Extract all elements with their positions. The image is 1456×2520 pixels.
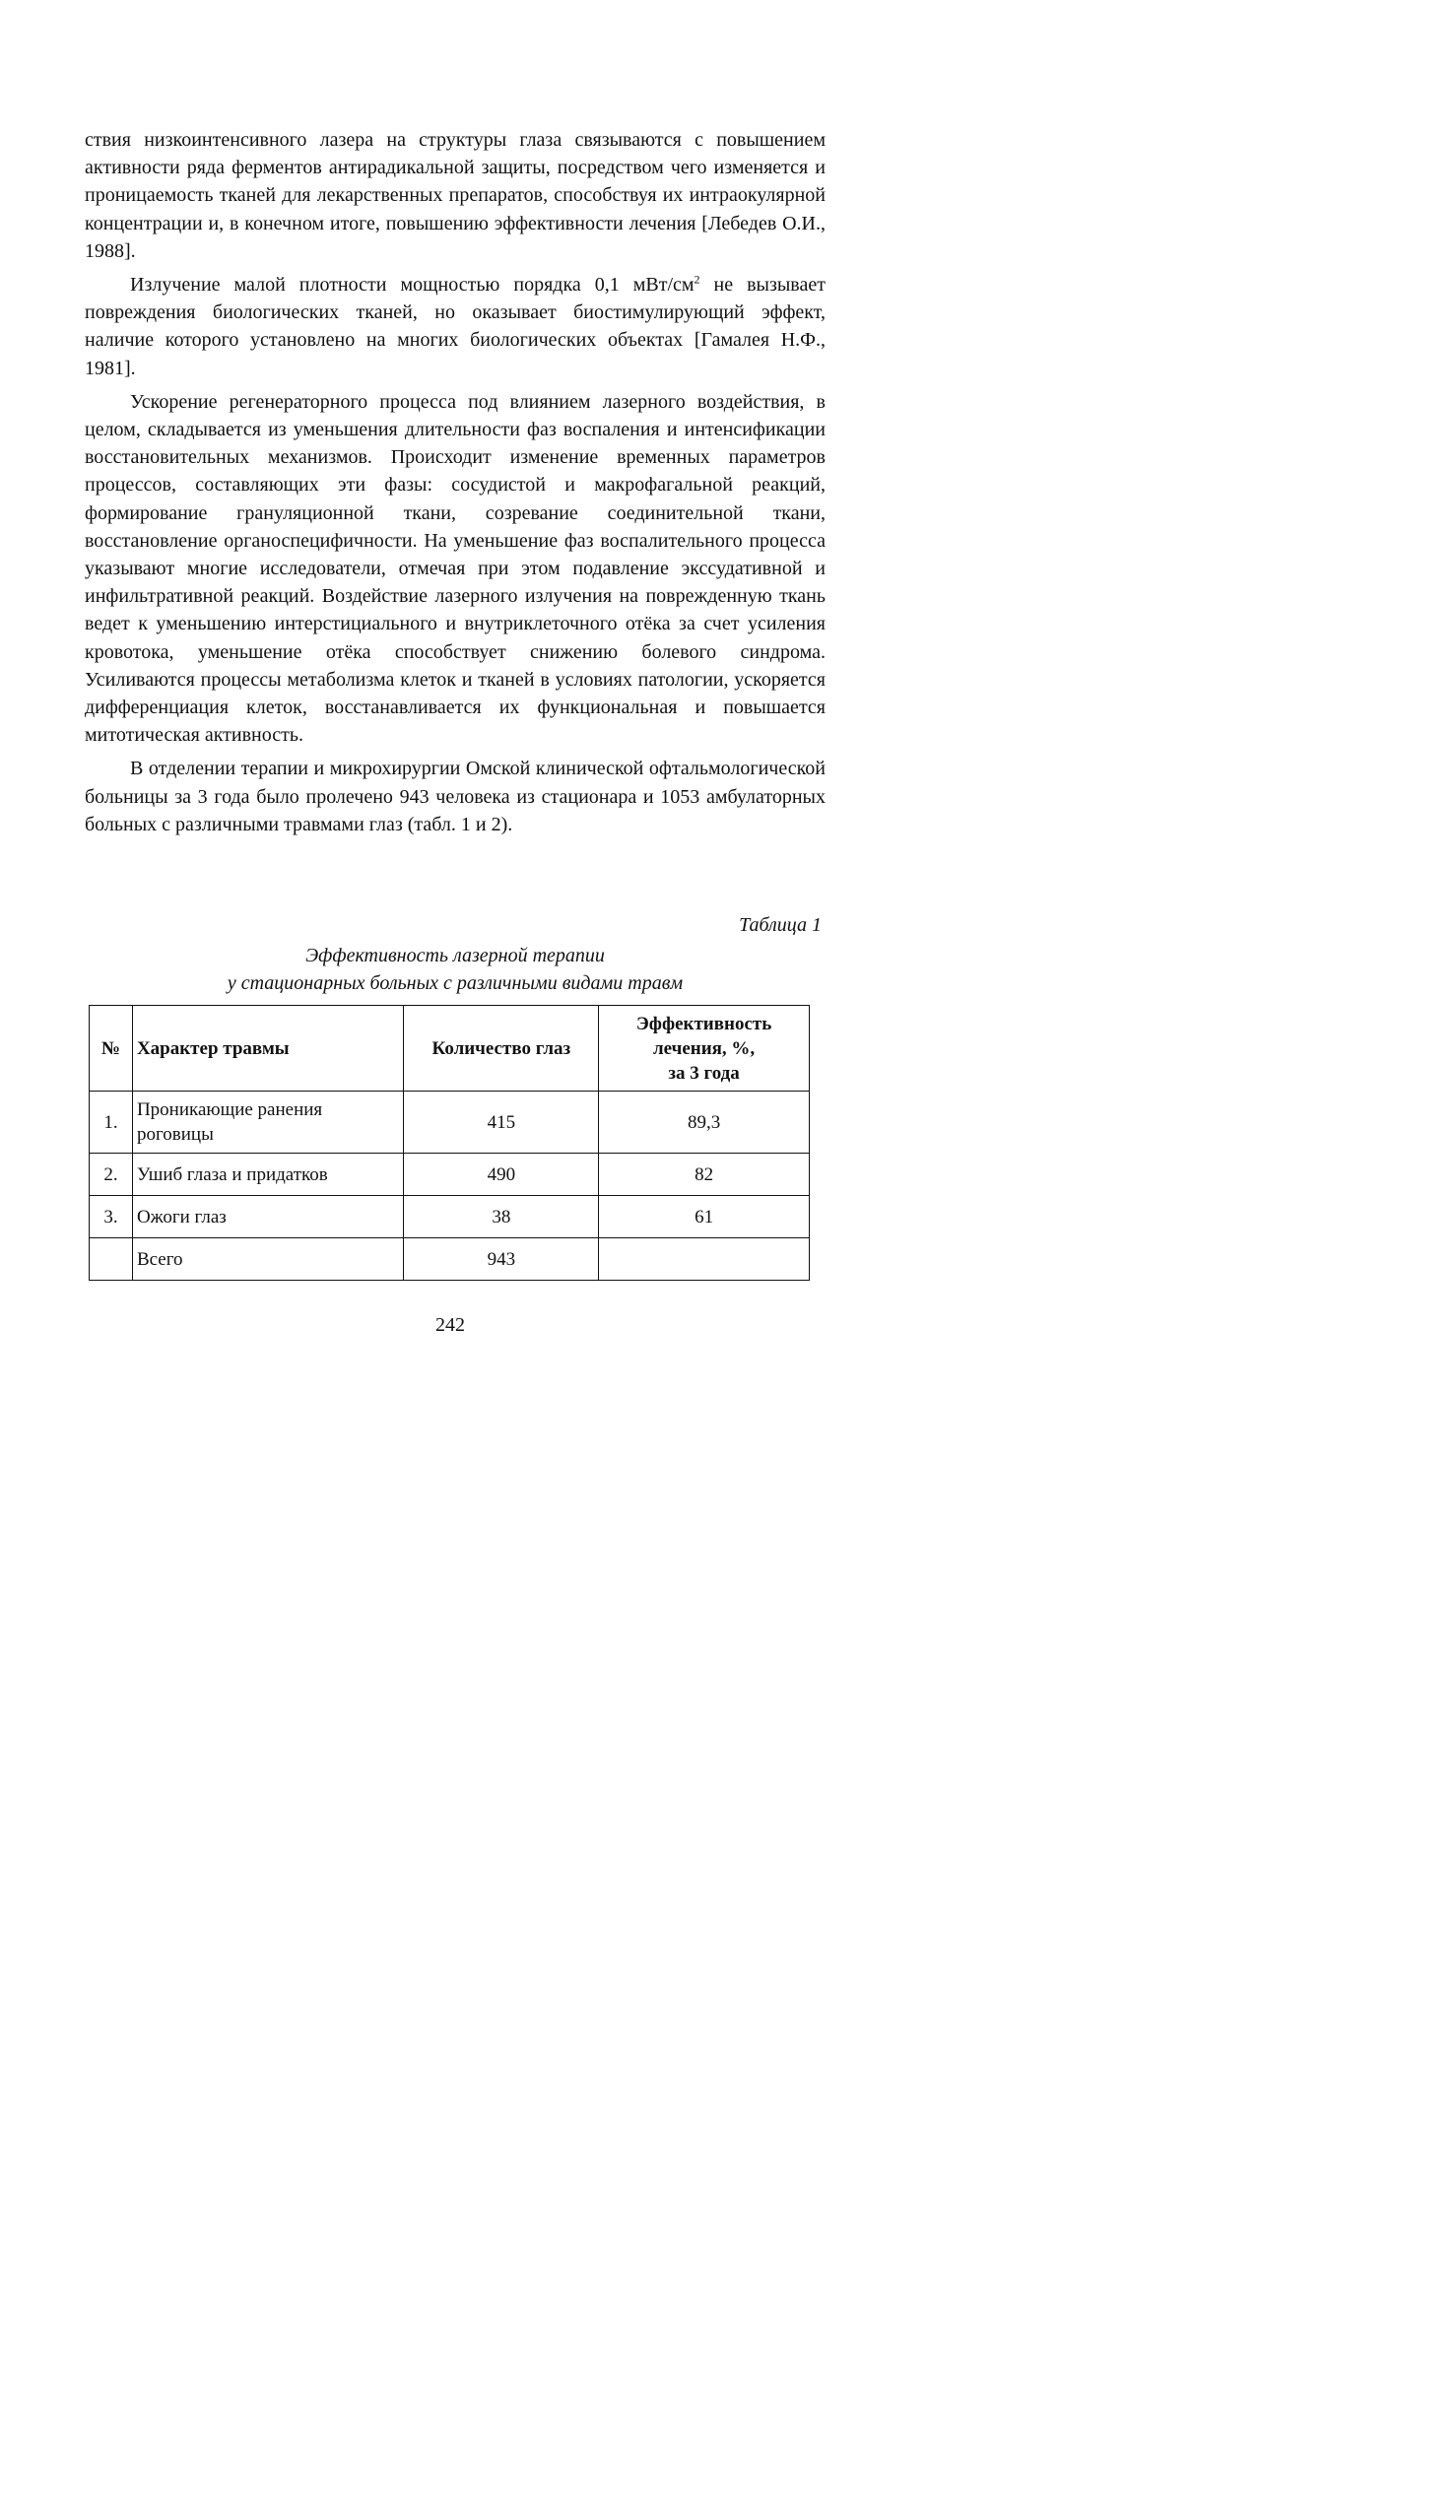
header-effect-line-1: Эффективность (635, 1013, 772, 1034)
header-effect-line-2: лечения, %, (652, 1037, 756, 1059)
paragraph-4: В отделении терапии и микрохирургии Омской клинической офтальмологической больницы за 3 года было пролечено 943 человека из стационара и 1053 амбулаторных больных с различными травмами глаз (табл. 1 и 2). (85, 758, 826, 835)
cell-eyes: 943 (404, 1238, 599, 1281)
cell-eyes: 490 (404, 1154, 599, 1196)
cell-effect (599, 1238, 810, 1281)
header-effect-line-3: за 3 года (668, 1062, 740, 1084)
table-title-line-2: у стационарных больных с различными видами травм (227, 972, 684, 994)
table-number: Таблица 1 (739, 914, 822, 936)
cell-no: 3. (90, 1196, 133, 1238)
paragraph-1: ствия низкоинтенсивного лазера на структуры глаза связываются с повышением активности ряда ферментов антирадикальной защиты, посредством чего изменяется и проницаемость тканей для лекарственных препаратов, способствуя их интраокулярной концентрации и, в конечном итоге, повышению эффективности лечения [Лебедев О.И., 1988]. (85, 129, 826, 262)
table-title (85, 942, 826, 997)
cell-injury: Ожоги глаз (132, 1196, 404, 1238)
header-no: № (90, 1006, 133, 1092)
table-header-row (90, 1006, 810, 1092)
table-row (90, 1196, 810, 1238)
document-page (0, 0, 900, 1558)
table-row (90, 1092, 810, 1154)
paragraph-3: Ускорение регенераторного процесса под влиянием лазерного воздействия, в целом, складывается из уменьшения длительности фаз воспаления и интенсификации восстановительных механизмов. Происходит изменение временных параметров процессов, составляющих эти фазы: сосудистой и макрофагальной реакций, формирование грануляционной ткани, созревание соединительной ткани, восстановление органоспецифичности. На уменьшение фаз воспалительного процесса указывают многие исследователи, отмечая при этом подавление экссудативной и инфильтративной реакций. Воздействие лазерного излучения на поврежденную ткань ведет к уменьшению интерстициального и внутриклеточного отёка за счет усиления кровотока, уменьшение отёка способствует снижению болевого синдрома. Усиливаются процессы метаболизма клеток и тканей в условиях патологии, ускоряется дифференциация клеток, восстанавливается их функциональная и повышается митотическая активность. (85, 390, 826, 747)
cell-no: 1. (90, 1092, 133, 1154)
header-injury: Характер травмы (132, 1006, 404, 1092)
table-row-total (90, 1238, 810, 1281)
cell-injury: Всего (132, 1238, 404, 1281)
page-number: 242 (435, 1314, 465, 1336)
paragraph-2-start: Излучение малой плотности мощностью порядка 0,1 мВт/см (130, 274, 695, 297)
table-row (90, 1154, 810, 1196)
paragraph-2-rest: не вызывает повреждения биологических тканей, но оказывает биостимулирующий эффект, наличие которого установлено на многих биологических объектах [Гамалея Н.Ф., 1981]. (85, 274, 826, 379)
cell-effect: 61 (599, 1196, 810, 1238)
header-eyes: Количество глаз (404, 1006, 599, 1092)
results-table (89, 1005, 810, 1281)
cell-effect: 89,3 (599, 1092, 810, 1154)
cell-effect: 82 (599, 1154, 810, 1196)
cell-injury: Ушиб глаза и придатков (132, 1154, 404, 1196)
cell-eyes: 38 (404, 1196, 599, 1238)
header-effect (599, 1006, 810, 1092)
cell-no (90, 1238, 133, 1281)
cell-eyes: 415 (404, 1092, 599, 1154)
superscript-two: 2 (694, 272, 700, 287)
cell-no: 2. (90, 1154, 133, 1196)
paragraph-2 (85, 271, 826, 382)
table-title-line-1: Эффективность лазерной терапии (305, 945, 605, 966)
cell-injury: Проникающие ранения роговицы (132, 1092, 404, 1154)
body-text (85, 126, 826, 844)
